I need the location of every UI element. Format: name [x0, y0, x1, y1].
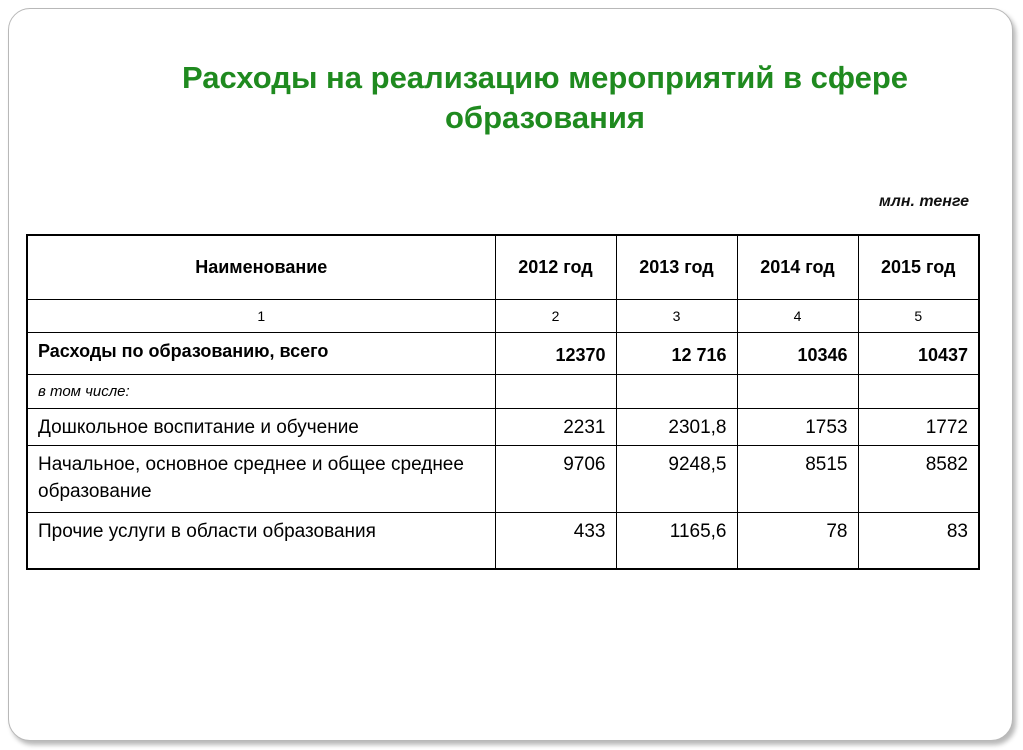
row-value: 1772: [858, 408, 979, 445]
row-value: 9248,5: [616, 445, 737, 512]
row-value: 9706: [495, 445, 616, 512]
total-value-2015: 10437: [858, 332, 979, 374]
total-row: [27, 332, 979, 374]
column-number: 1: [27, 299, 495, 332]
row-value: 1165,6: [616, 512, 737, 569]
row-name: Начальное, основное среднее и общее среднее образование: [27, 445, 495, 512]
table-row: [27, 408, 979, 445]
total-name: Расходы по образованию, всего: [27, 332, 495, 374]
row-value: 2231: [495, 408, 616, 445]
row-value: 8515: [737, 445, 858, 512]
total-value-2014: 10346: [737, 332, 858, 374]
header-row: [27, 235, 979, 299]
table-row: [27, 512, 979, 569]
row-name: Прочие услуги в области образования: [27, 512, 495, 569]
empty-cell: [616, 374, 737, 408]
column-number-row: [27, 299, 979, 332]
header-2014: 2014 год: [737, 235, 858, 299]
row-name: Дошкольное воспитание и обучение: [27, 408, 495, 445]
expenses-table: [26, 234, 980, 570]
table-row: [27, 445, 979, 512]
row-value: 2301,8: [616, 408, 737, 445]
row-value: 433: [495, 512, 616, 569]
total-value-2013: 12 716: [616, 332, 737, 374]
row-value: 78: [737, 512, 858, 569]
row-value: 8582: [858, 445, 979, 512]
column-number: 2: [495, 299, 616, 332]
subheader-label: в том числе:: [27, 374, 495, 408]
column-number: 3: [616, 299, 737, 332]
unit-label: млн. тенге: [879, 193, 969, 210]
subheader-row: [27, 374, 979, 408]
empty-cell: [737, 374, 858, 408]
page-title: Расходы на реализацию мероприятий в сфере образования: [181, 60, 909, 135]
header-name: Наименование: [27, 235, 495, 299]
empty-cell: [495, 374, 616, 408]
column-number: 5: [858, 299, 979, 332]
header-2013: 2013 год: [616, 235, 737, 299]
row-value: 83: [858, 512, 979, 569]
row-value: 1753: [737, 408, 858, 445]
total-value-2012: 12370: [495, 332, 616, 374]
header-2012: 2012 год: [495, 235, 616, 299]
column-number: 4: [737, 299, 858, 332]
empty-cell: [858, 374, 979, 408]
header-2015: 2015 год: [858, 235, 979, 299]
